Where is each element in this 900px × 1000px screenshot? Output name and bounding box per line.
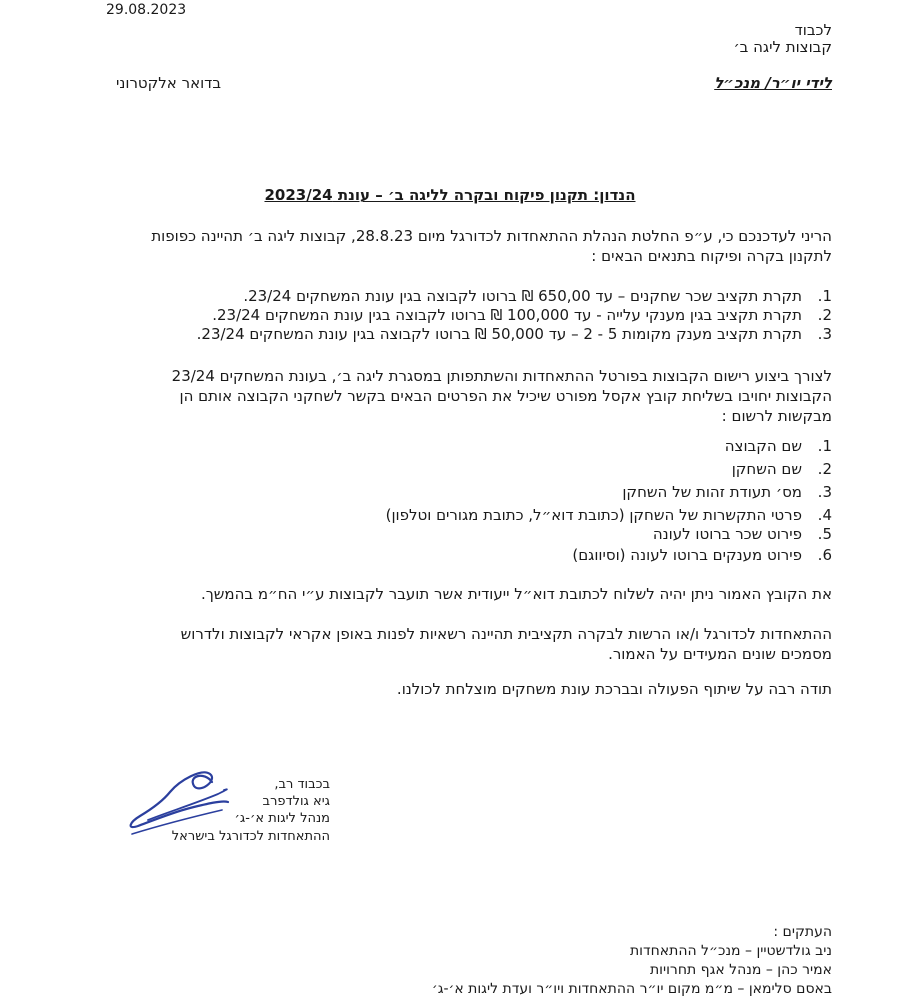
list-text: פירוט מענקים ברוטו לעונה (וסיווגם) [572,546,802,564]
signatory-name: גיא גולדפרב [262,794,330,809]
registration-paragraph-line: הקבוצות יחויבו בשליחת קובץ אקסל מפורט שיכיל את הפרטים הבאים בקשר לשחקני הקבוצה אותם הן [179,387,832,405]
closing-thanks: תודה רבה על שיתוף הפעולה ובברכת עונת משחקים מוצלחת לכולנו. [396,680,832,698]
letter-date: 29.08.2023 [106,2,187,18]
attention-line: לידי יו״ר/ מנכ״ל [714,74,832,92]
copy-recipient: אמיר כהן – מנהל אגף תחרויות [649,962,832,978]
signatory-role: מנהל ליגות א׳-ג׳ [234,811,330,826]
list-text: מס׳ תעודת זהות של השחקן [622,483,802,501]
copy-recipient: ניב גולדשטיין – מנכ״ל ההתאחדות [629,943,832,959]
list-text: תקרת תקציב מענק מקומות 5 - 2 – עד 50,000 ₪ ברוטו לקבוצה בגין עונת המשחקים 23/24. [196,325,802,343]
list-text: פרטי התקשרות של השחקן (כתובת דוא״ל, כתובת מגורים וטלפון) [385,506,802,524]
intro-paragraph-line: לתקנון בקרה ופיקוח בתנאים הבאים : [591,247,832,265]
copy-recipient: באסם סלימאן – מ״מ מקום יו״ר ההתאחדות ויו״ר ועדת ליגות א׳-ג׳ [431,981,832,997]
addressee-salutation: לכבוד [794,21,832,39]
list-number: 2. [817,306,832,324]
list-text: תקרת תקציב שכר שחקנים – עד 650,00 ₪ ברוטו לקבוצה בגין עונת המשחקים 23/24. [243,287,802,305]
audit-paragraph-line: מסמכים שונים המעידים על האמור. [608,645,832,663]
list-text: פירוט שכר ברוטו לעונה [652,525,802,543]
list-number: 1. [817,287,832,305]
list-number: 6. [817,546,832,564]
intro-paragraph-line: הריני לעדכנכם כי, ע״פ החלטת הנהלת ההתאחדות לכדורגל מיום 28.8.23, קבוצות ליגה ב׳ תהיינה כפופות [151,227,832,245]
list-number: 4. [817,506,832,524]
list-number: 5. [817,525,832,543]
signatory-organization: ההתאחדות לכדורגל בישראל [171,829,330,844]
copies-heading: העתקים : [773,924,832,940]
list-number: 3. [817,325,832,343]
file-submission-note: את הקובץ האמור ניתן יהיה לשלוח לכתובת דוא״ל ייעודית אשר תועבר לקבוצות ע״י הח״מ בהמשך. [200,585,832,603]
delivery-method: בדואר אלקטרוני [116,74,222,92]
registration-paragraph-line: לצורך ביצוע רישום הקבוצות בפורטל ההתאחדות והשתתפותן במסגרת ליגה ב׳, בעונת המשחקים 23/24 [171,367,832,385]
list-number: 3. [817,483,832,501]
list-text: שם השחקן [731,460,802,478]
list-number: 2. [817,460,832,478]
addressee-recipient: קבוצות ליגה ב׳ [733,38,832,56]
subject-heading: הנדון: תקנון פיקוח ובקרה לליגה ב׳ – עונת 2023/24 [264,186,636,204]
list-text: תקרת תקציב בגין מענקי עלייה - עד 100,000 ₪ ברוטו לקבוצה בגין עונת המשחקים 23/24. [212,306,802,324]
audit-paragraph-line: ההתאחדות לכדורגל ו/או הרשות לבקרה תקציבית תהיינה רשאיות לפנות באופן אקראי לקבוצות ולדרוש [180,625,832,643]
signature-closing: בכבוד רב, [274,777,330,792]
list-text: שם הקבוצה [724,437,802,455]
registration-paragraph-line: מבקשות לרשום : [721,407,832,425]
list-number: 1. [817,437,832,455]
